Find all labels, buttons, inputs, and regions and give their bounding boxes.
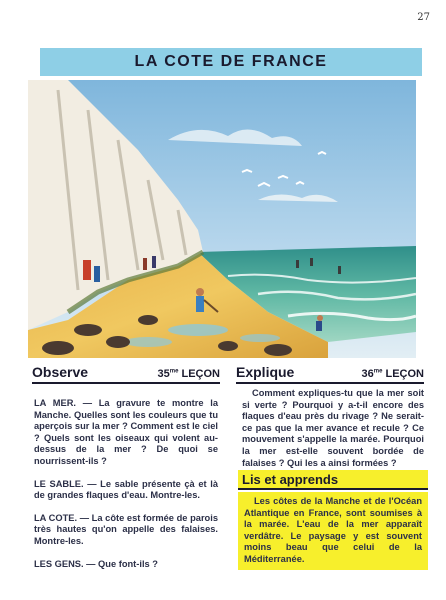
explique-text	[242, 388, 424, 469]
observe-paragraph-gens: LES GENS. — Que font-ils ?	[34, 558, 158, 569]
explique-heading: Explique	[236, 364, 295, 380]
observe-heading: Observe	[32, 364, 89, 380]
observe-paragraph-cote: LA COTE. — La côte est formée de parois très hautes qu'on appelle des falaises. Montre-les.	[34, 512, 218, 546]
lis-et-apprends-banner	[238, 470, 428, 490]
observe-text	[34, 398, 218, 581]
coast-painting	[28, 80, 416, 358]
lis-et-apprends-box	[238, 492, 428, 570]
explique-lesson-number: $36^{me}$ LEÇON	[361, 368, 424, 380]
lis-et-apprends-heading: Lis et apprends	[242, 471, 339, 487]
observe-paragraph-mer: LA MER. — La gravure te montre la Manche. Quelles sont les couleurs que tu aperçois sur la mer ? Comment est le ciel ? Quels sont les oiseaux qui volent au-dessus de la mer ? De quoi se nourrissent-ils ?	[34, 398, 218, 466]
page-title: LA COTE DE FRANCE	[134, 53, 328, 70]
title-banner	[40, 48, 422, 76]
page-number: 27	[417, 12, 430, 23]
coast-illustration	[28, 80, 416, 358]
observe-lesson-number: $35^{me}$ LEÇON	[157, 368, 220, 380]
observe-header	[32, 364, 220, 384]
explique-paragraph: Comment expliques-tu que la mer soit si verte ? Pourquoi y a-t-il encore des flaques d'eau près du rivage ? Ne serait-ce pas que la mer avance et recule ? Ce mouvement s'appelle la marée. Pourquoi la mer est-elle souvent bordée de falaises ? Qui les a ainsi formées ?	[242, 388, 424, 468]
explique-header	[236, 364, 424, 384]
observe-paragraph-sable: LE SABLE. — Le sable présente çà et là de grandes flaques d'eau. Montre-les.	[34, 478, 218, 501]
lis-et-apprends-paragraph: Les côtes de la Manche et de l'Océan Atlantique en France, sont soumises à la marée. L'eau de la mer apparaît verdâtre. Le paysage y est souvent moins beau que celui de la Méditerranée.	[244, 496, 422, 564]
